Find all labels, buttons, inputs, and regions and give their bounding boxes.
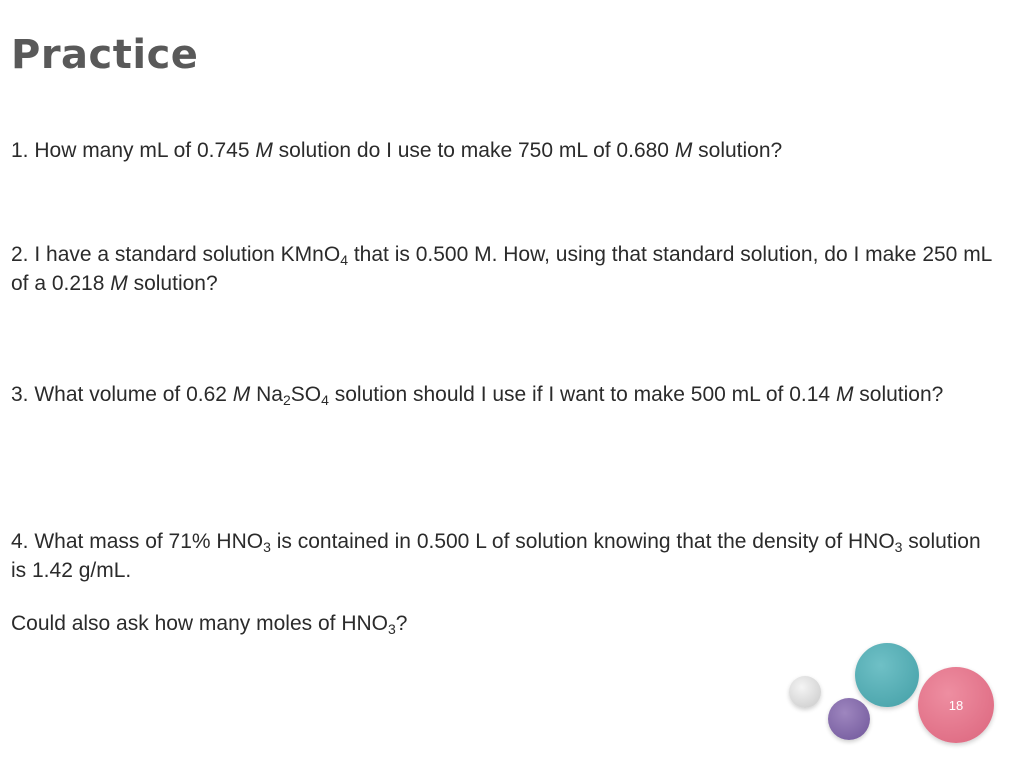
q3-text-a: 3. What volume of 0.62 — [11, 383, 233, 406]
q3-subscript-a: 2 — [282, 392, 291, 408]
q3-molarity-unit-a: M — [232, 383, 251, 406]
q3-molarity-unit-b: M — [835, 383, 854, 406]
question-1 — [11, 136, 1001, 165]
q1-molarity-unit-b: M — [674, 139, 693, 162]
q3-text-e: solution? — [853, 383, 944, 406]
q2-subscript: 4 — [340, 252, 348, 268]
q1-text-c: solution? — [692, 139, 783, 162]
decor-circle-teal — [855, 643, 919, 707]
q2-molarity-unit: M — [110, 272, 128, 295]
page-number-badge — [918, 667, 994, 743]
q3-text-b: Na — [250, 383, 283, 406]
q1-text-b: solution do I use to make 750 mL of 0.680 — [272, 139, 675, 162]
slide-title: Practice — [11, 32, 199, 78]
page-number: 18 — [948, 697, 964, 713]
question-2 — [11, 240, 1001, 298]
q3-text-d: solution should I use if I want to make 500 mL of 0.14 — [328, 383, 836, 406]
q4-subscript-b: 3 — [894, 539, 903, 555]
question-4 — [11, 527, 1001, 585]
q2-text-b: that is 0.500 M. How, using that standard solution, do I make 250 mL of a 0.218 — [11, 243, 992, 295]
question-4-followup — [11, 609, 1001, 638]
question-3 — [11, 380, 1001, 409]
q3-subscript-b: 4 — [321, 392, 329, 408]
q4-subscript-a: 3 — [263, 539, 271, 555]
q4b-text-b: ? — [395, 612, 408, 635]
decor-circle-purple — [828, 698, 870, 740]
q4-text-a: 4. What mass of 71% HNO — [11, 530, 264, 553]
decor-circle-gray — [789, 676, 821, 708]
q1-molarity-unit-a: M — [255, 139, 273, 162]
q4-text-b: is contained in 0.500 L of solution knowing that the density of HNO — [270, 530, 895, 553]
q4-text-c: solution is 1.42 g/mL. — [11, 530, 981, 582]
q1-text-a: 1. How many mL of 0.745 — [11, 139, 256, 162]
q2-text-a: 2. I have a standard solution KMnO — [11, 243, 341, 266]
q3-text-c: SO — [290, 383, 322, 406]
q4b-text-a: Could also ask how many moles of HNO — [11, 612, 388, 635]
q2-text-c: solution? — [127, 272, 218, 295]
q4b-subscript: 3 — [388, 621, 396, 637]
